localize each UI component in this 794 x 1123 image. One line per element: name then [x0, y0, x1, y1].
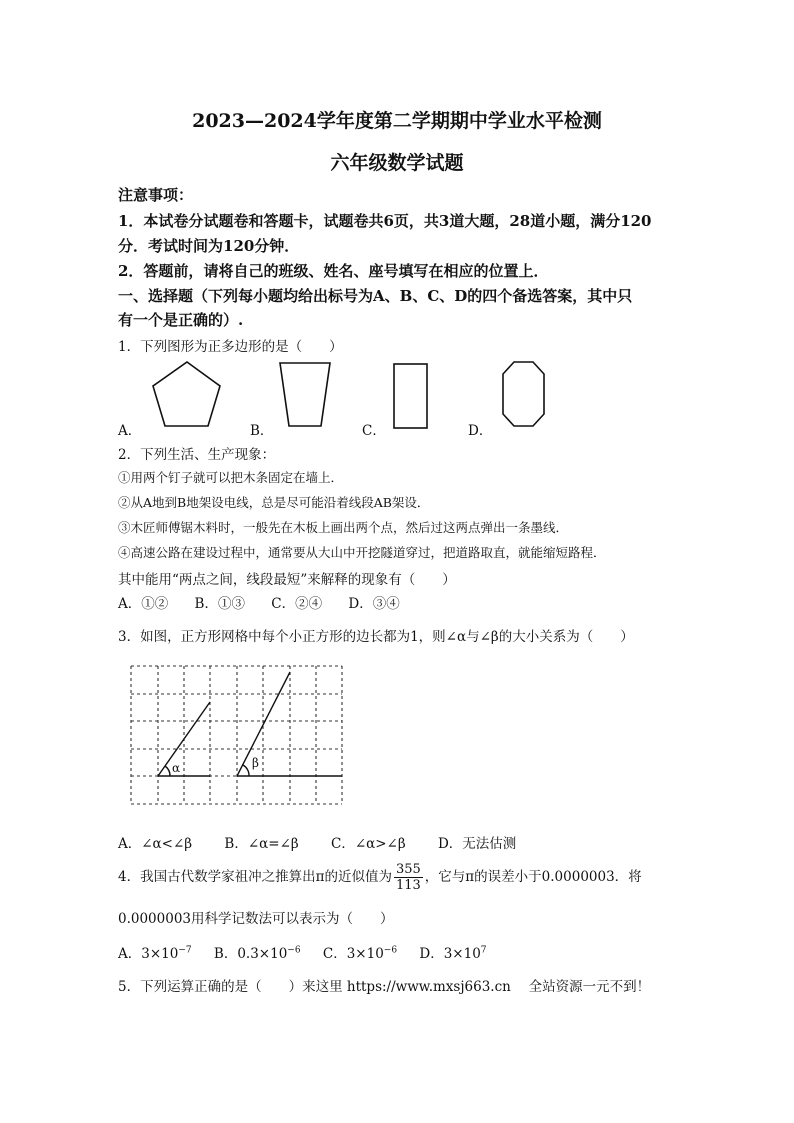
exam-title: 2023—2024学年度第二学期期中学业水平检测 — [192, 110, 602, 132]
q4-option-c-exp: −6 — [383, 945, 398, 956]
q4-option-c-base: C．3×10 — [322, 946, 384, 962]
q3-stem: 3．如图，正方形网格中每个小正方形的边长都为1，则∠α与∠β的大小关系为（ ） — [118, 629, 634, 645]
notes-heading: 注意事项： — [118, 186, 194, 204]
q4-option-d-exp: 7 — [480, 945, 487, 956]
q4-option-d-base: D．3×10 — [419, 946, 481, 962]
q3-options — [118, 832, 538, 852]
q4-stem-line1 — [118, 862, 642, 893]
q2-item-1: ①用两个钉子就可以把木条固定在墙上． — [118, 470, 344, 485]
q3-option-c: C．∠α>∠β — [330, 836, 406, 852]
fraction-numerator: 355 — [395, 862, 421, 877]
q2-item-3: ③木匠师傅锯木料时，一般先在木板上画出两个点，然后过这两点弹出一条墨线． — [118, 520, 569, 535]
q2-item-4: ④高速公路在建设过程中，通常要从大山中开挖隧道穿过，把道路取直，就能缩短路程． — [118, 545, 606, 560]
rectangle-shape — [392, 362, 432, 432]
q3-option-a: A．∠α<∠β — [118, 836, 193, 852]
q1-option-c-label: C． — [362, 423, 386, 439]
alpha-label: α — [172, 761, 181, 775]
q5-stem: 5．下列运算正确的是（ ）来这里 https://www.mxsj663.cn 全站资源一元不到！ — [118, 979, 651, 995]
q1-stem: 1．下列图形为正多边形的是（ ） — [118, 339, 343, 355]
q4-option-c — [323, 942, 397, 962]
q4-stem-c: 0.0000003用科学记数法可以表示为（ ） — [118, 911, 394, 927]
q4-option-b-exp: −6 — [287, 945, 301, 956]
q4-option-b — [214, 942, 301, 962]
beta-label: β — [252, 756, 259, 770]
octagon-shape — [500, 360, 550, 432]
fraction-denominator: 113 — [395, 878, 421, 893]
q2-item-2: ②从A地到B地架设电线，总是尽可能沿着线段AB架设． — [118, 495, 430, 510]
q3-option-d: D．无法估测 — [437, 836, 517, 852]
q1-option-a-label: A． — [118, 423, 142, 439]
notes-line-1b: 分．考试时间为120分钟． — [118, 237, 300, 255]
pi-approx-fraction — [394, 862, 423, 893]
q4-option-a — [118, 942, 192, 962]
q4-option-b-base: B．0.3×10 — [213, 946, 288, 962]
q4-option-a-base: A．3×10 — [118, 946, 179, 962]
q2-stem: 2．下列生活、生产现象： — [118, 447, 276, 463]
q2-option-d: D．③④ — [348, 596, 400, 612]
q4-stem-b: ，它与π的误差小于0.0000003．将 — [424, 869, 642, 885]
q4-stem-a: 4．我国古代数学家祖冲之推算出π的近似值为 — [118, 869, 392, 885]
q2-option-a: A．①② — [118, 596, 169, 612]
trapezoid-shape — [278, 360, 338, 432]
q4-option-d — [419, 942, 486, 962]
q2-ask: 其中能用“两点之间，线段最短”来解释的现象有（ ） — [118, 572, 456, 588]
grid-figure — [128, 662, 353, 812]
pentagon-shape — [150, 360, 230, 430]
notes-line-1a: 1．本试卷分试题卷和答题卡，试题卷共6页，共3道大题，28道小题，满分120 — [118, 212, 652, 230]
q2-option-c: C．②④ — [271, 596, 323, 612]
q3-option-b: B．∠α=∠β — [224, 836, 299, 852]
q2-option-b: B．①③ — [194, 596, 245, 612]
exam-subtitle: 六年级数学试题 — [330, 152, 464, 174]
section1-heading-b: 有一个是正确的）. — [118, 311, 244, 329]
q4-options — [118, 942, 509, 962]
section1-heading-a: 一、选择题（下列每小题均给出标号为A、B、C、D的四个备选答案，其中只 — [118, 287, 633, 305]
q4-option-a-exp: −7 — [178, 945, 192, 956]
q2-options — [118, 592, 422, 612]
notes-line-2: 2．答题前，请将自己的班级、姓名、座号填写在相应的位置上． — [118, 262, 549, 280]
q1-option-d-label: D． — [468, 423, 493, 439]
q1-option-b-label: B． — [250, 423, 274, 439]
